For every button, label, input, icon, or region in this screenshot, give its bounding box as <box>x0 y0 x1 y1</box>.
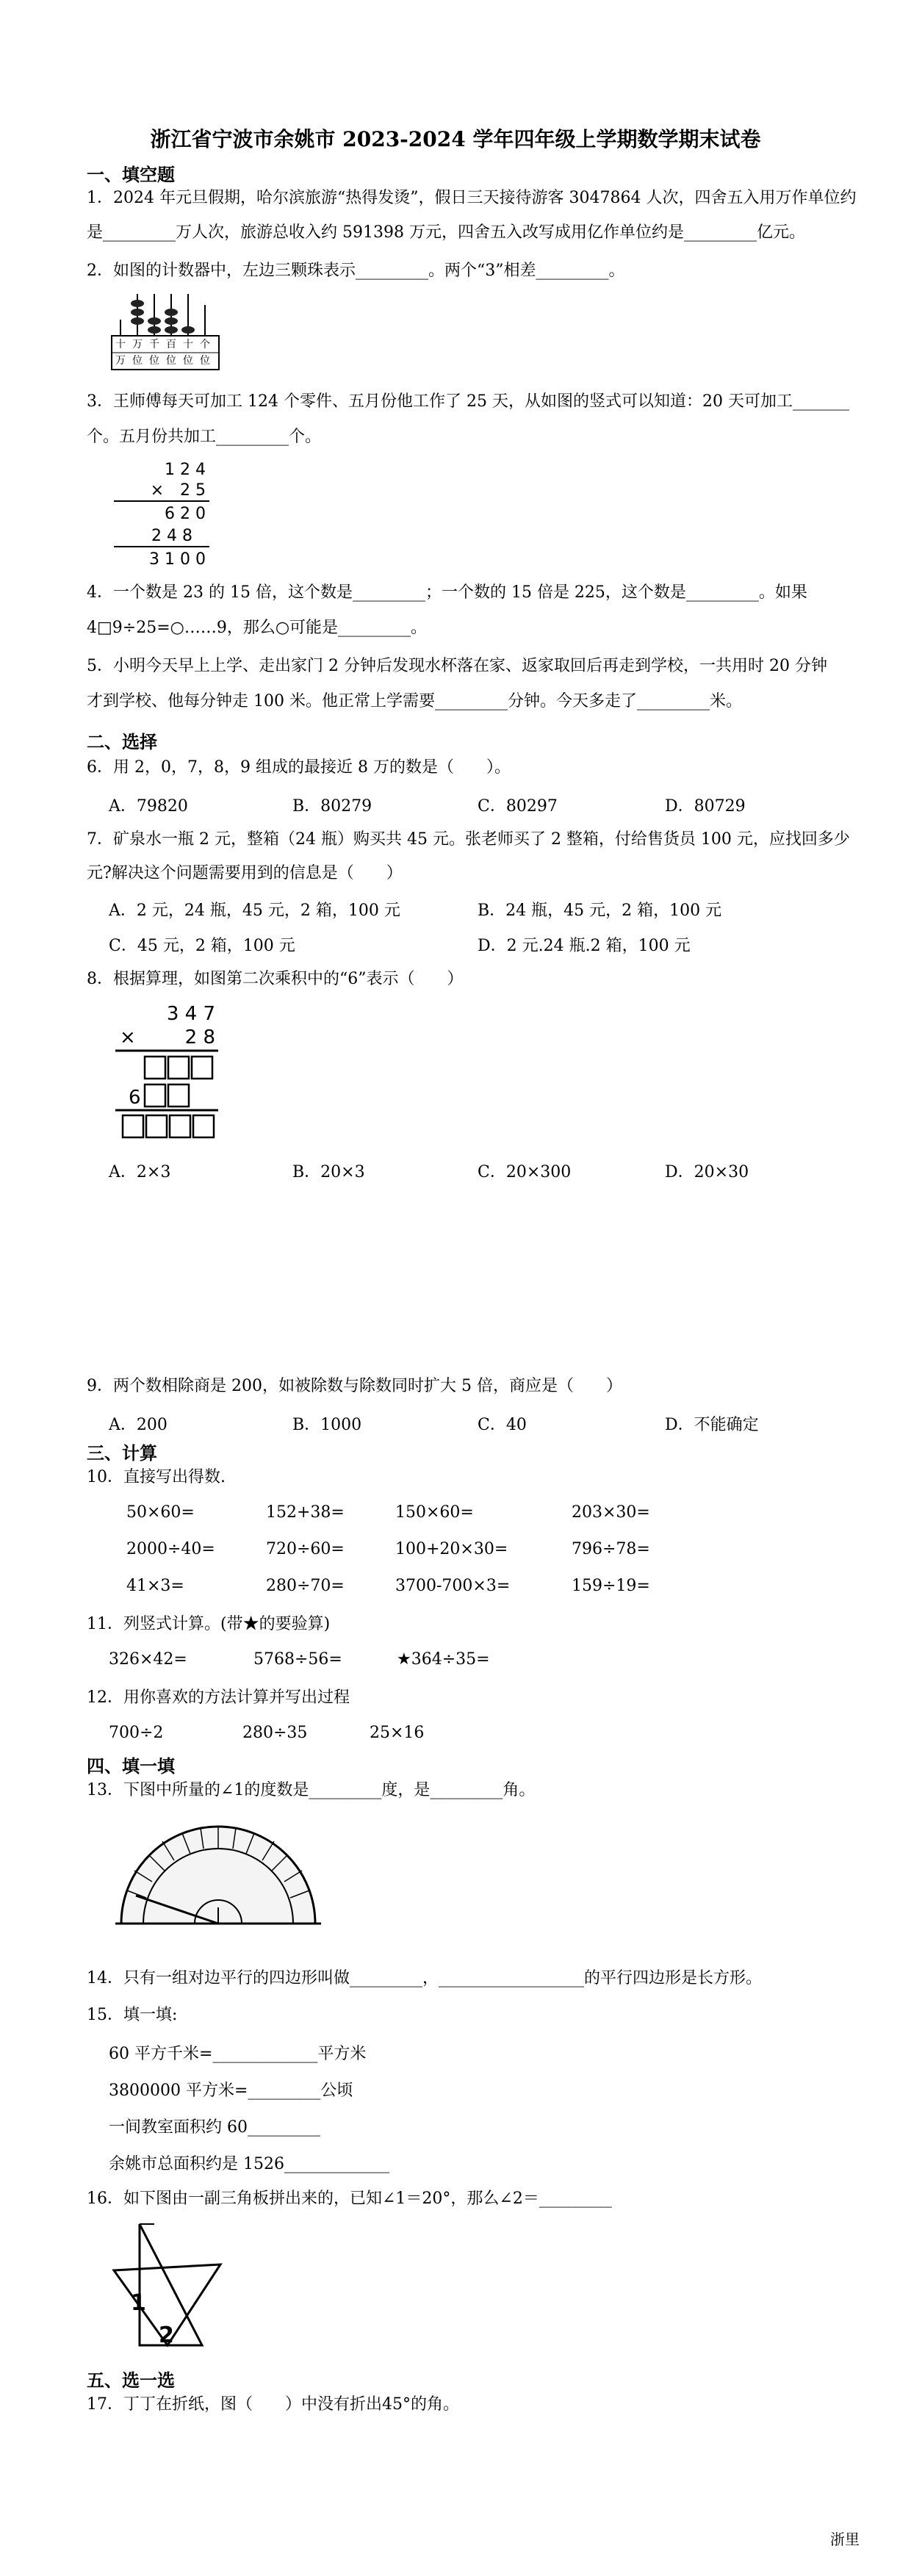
q4-line2: 4□9÷25=○……9，那么○可能是_________。 <box>87 619 428 637</box>
q3-calc-row5: 3 1 0 0 <box>149 550 206 569</box>
q7-line1: 7．矿泉水一瓶 2 元，整箱（24 瓶）购买共 45 元。张老师买了 2 整箱，付给售货员 100 元，应找回多少 <box>87 830 850 849</box>
q8-option-b: B．20×3 <box>292 1163 365 1181</box>
q12-item2: 280÷35 <box>242 1724 308 1742</box>
page-title: 浙江省宁波市余姚市 2023-2024 学年四年级上学期数学期末试卷 <box>150 127 761 151</box>
q12-line1: 12．用你喜欢的方法计算并写出过程 <box>87 1688 350 1707</box>
q17-line1: 17．丁丁在折纸，图（ ）中没有折出45°的角。 <box>87 2395 459 2414</box>
q8-option-c: C．20×300 <box>478 1163 572 1181</box>
q12-item3: 25×16 <box>370 1724 425 1742</box>
q15-item3: 一间教室面积约 60_________ <box>109 2118 320 2137</box>
section-heading-1: 一、填空题 <box>87 165 175 185</box>
q5-line2: 才到学校、他每分钟走 100 米。他正常上学需要_________分钟。今天多走了_________米。 <box>87 692 742 710</box>
section-heading-5: 五、选一选 <box>87 2370 175 2391</box>
q3-line1: 3．王师傅每天可加工 124 个零件、五月份他工作了 25 天，从如图的竖式可以知道：20 天可加工_______ <box>87 392 849 411</box>
q8-option-a: A．2×3 <box>109 1163 171 1181</box>
q1-line1: 1．2024 年元旦假期，哈尔滨旅游“热得发烫”，假日三天接待游客 3047864 人次，四舍五入用万作单位约 <box>87 189 857 207</box>
q10-r1c4: 203×30= <box>572 1503 650 1522</box>
abacus-label-4: 十 <box>183 339 193 350</box>
q15-item1: 60 平方千米=_____________平方米 <box>109 2045 367 2063</box>
abacus-figure <box>110 290 220 371</box>
section-heading-4: 四、填一填 <box>87 1756 175 1777</box>
q15-line1: 15．填一填: <box>87 2006 178 2024</box>
q7-option-d: D．2 元.24 瓶.2 箱，100 元 <box>478 937 691 955</box>
q9-option-b: B．1000 <box>292 1416 362 1434</box>
abacus-sub-4: 位 <box>183 355 193 367</box>
abacus-label-0: 十 <box>115 339 126 350</box>
triangle-ruler-figure <box>110 2220 228 2353</box>
q6-option-c: C．80297 <box>478 797 558 816</box>
q8-mul-sign: × <box>120 1026 136 1048</box>
q10-r2c4: 796÷78= <box>572 1540 650 1558</box>
q7-option-c: C．45 元，2 箱，100 元 <box>109 937 295 955</box>
abacus-label-2: 千 <box>149 339 159 350</box>
q3-calc-row1: 1 2 4 <box>165 461 206 479</box>
q10-r3c2: 280÷70= <box>266 1577 345 1595</box>
q7-line2: 元?解决这个问题需要用到的信息是（ ） <box>87 864 403 882</box>
q7-option-a: A．2 元，24 瓶，45 元，2 箱，100 元 <box>109 902 400 920</box>
q10-r2c3: 100+20×30= <box>395 1540 508 1558</box>
abacus-label-5: 个 <box>200 339 210 350</box>
section-heading-3: 三、计算 <box>87 1443 157 1464</box>
abacus-sub-2: 位 <box>149 355 159 367</box>
q6-option-d: D．80729 <box>665 797 746 816</box>
q3-calc-row4: 2 4 8 <box>151 527 192 545</box>
q10-r1c3: 150×60= <box>395 1503 474 1522</box>
q10-r1c2: 152+38= <box>266 1503 345 1522</box>
abacus-sub-3: 位 <box>166 355 176 367</box>
q10-r2c2: 720÷60= <box>266 1540 345 1558</box>
q4-line1: 4．一个数是 23 的 15 倍，这个数是_________；一个数的 15 倍是 225，这个数是_________。如果 <box>87 583 807 602</box>
q15-item4: 余姚市总面积约是 1526_____________ <box>109 2155 389 2173</box>
q8-digit-six: 6 <box>129 1087 141 1109</box>
angle-2-label: 2 <box>159 2323 174 2348</box>
q3-calc-row3: 6 2 0 <box>165 505 206 523</box>
q10-r2c1: 2000÷40= <box>126 1540 215 1558</box>
q11-line1: 11．列竖式计算。(带★的要验算) <box>87 1615 331 1633</box>
abacus-label-1: 万 <box>132 339 143 350</box>
q9-option-c: C．40 <box>478 1416 527 1434</box>
q9-option-a: A．200 <box>109 1416 168 1434</box>
q7-option-b: B．24 瓶，45 元，2 箱，100 元 <box>478 902 722 920</box>
q9-option-d: D．不能确定 <box>665 1416 759 1434</box>
q11-item2: 5768÷56= <box>253 1650 342 1669</box>
q8-vertical-calc <box>114 999 220 1139</box>
abacus-sub-1: 位 <box>132 355 143 367</box>
q3-vertical-calc <box>110 457 213 567</box>
q2-line1: 2．如图的计数器中，左边三颗珠表示_________。两个“3”相差_________。 <box>87 262 625 280</box>
q5-line1: 5．小明今天早上上学、走出家门 2 分钟后发现水杯落在家、返家取回后再走到学校，一共用时 20 分钟 <box>87 657 827 675</box>
q10-r3c3: 3700-700×3= <box>395 1577 511 1595</box>
q6-option-b: B．80279 <box>292 797 372 816</box>
abacus-sub-5: 位 <box>200 355 210 367</box>
q10-r3c4: 159÷19= <box>572 1577 650 1595</box>
angle-1-label: 1 <box>131 2290 146 2316</box>
q16-line1: 16．如下图由一副三角板拼出来的，已知∠1＝20°，那么∠2＝_________ <box>87 2190 612 2208</box>
q8-line1: 8．根据算理，如图第二次乘积中的“6”表示（ ） <box>87 970 464 988</box>
q3-line2: 个。五月份共加工_________个。 <box>87 428 322 446</box>
q10-line1: 10．直接写出得数. <box>87 1468 226 1486</box>
q10-r1c1: 50×60= <box>126 1503 195 1522</box>
q10-r3c1: 41×3= <box>126 1577 184 1595</box>
q3-calc-row2: × 2 5 <box>150 481 206 500</box>
q11-item1: 326×42= <box>109 1650 187 1669</box>
q6-line1: 6．用 2，0，7，8，9 组成的最接近 8 万的数是（ ）。 <box>87 758 511 777</box>
q15-item2: 3800000 平方米=_________公顷 <box>109 2082 353 2100</box>
q6-option-a: A．79820 <box>109 797 188 816</box>
abacus-label-3: 百 <box>166 339 176 350</box>
q8-calc-second: 2 8 <box>184 1026 215 1048</box>
q12-item1: 700÷2 <box>109 1724 164 1742</box>
q14-line1: 14．只有一组对边平行的四边形叫做_________，__________________的平行四边形是长方形。 <box>87 1969 762 1987</box>
protractor-figure <box>114 1813 323 1935</box>
page-footer: 浙里 <box>830 2530 860 2548</box>
q13-line1: 13．下图中所量的∠1的度数是_________度，是_________角。 <box>87 1781 536 1799</box>
q9-line1: 9．两个数相除商是 200，如被除数与除数同时扩大 5 倍，商应是（ ） <box>87 1377 622 1395</box>
q1-line2: 是_________万人次，旅游总收入约 591398 万元，四舍五入改写成用亿作单位约是_________亿元。 <box>87 223 805 242</box>
q11-item3: ★364÷35= <box>397 1650 490 1669</box>
q8-calc-top: 3 4 7 <box>166 1003 215 1025</box>
abacus-sub-0: 万 <box>115 355 126 367</box>
section-heading-2: 二、选择 <box>87 732 157 752</box>
q8-option-d: D．20×30 <box>665 1163 749 1181</box>
